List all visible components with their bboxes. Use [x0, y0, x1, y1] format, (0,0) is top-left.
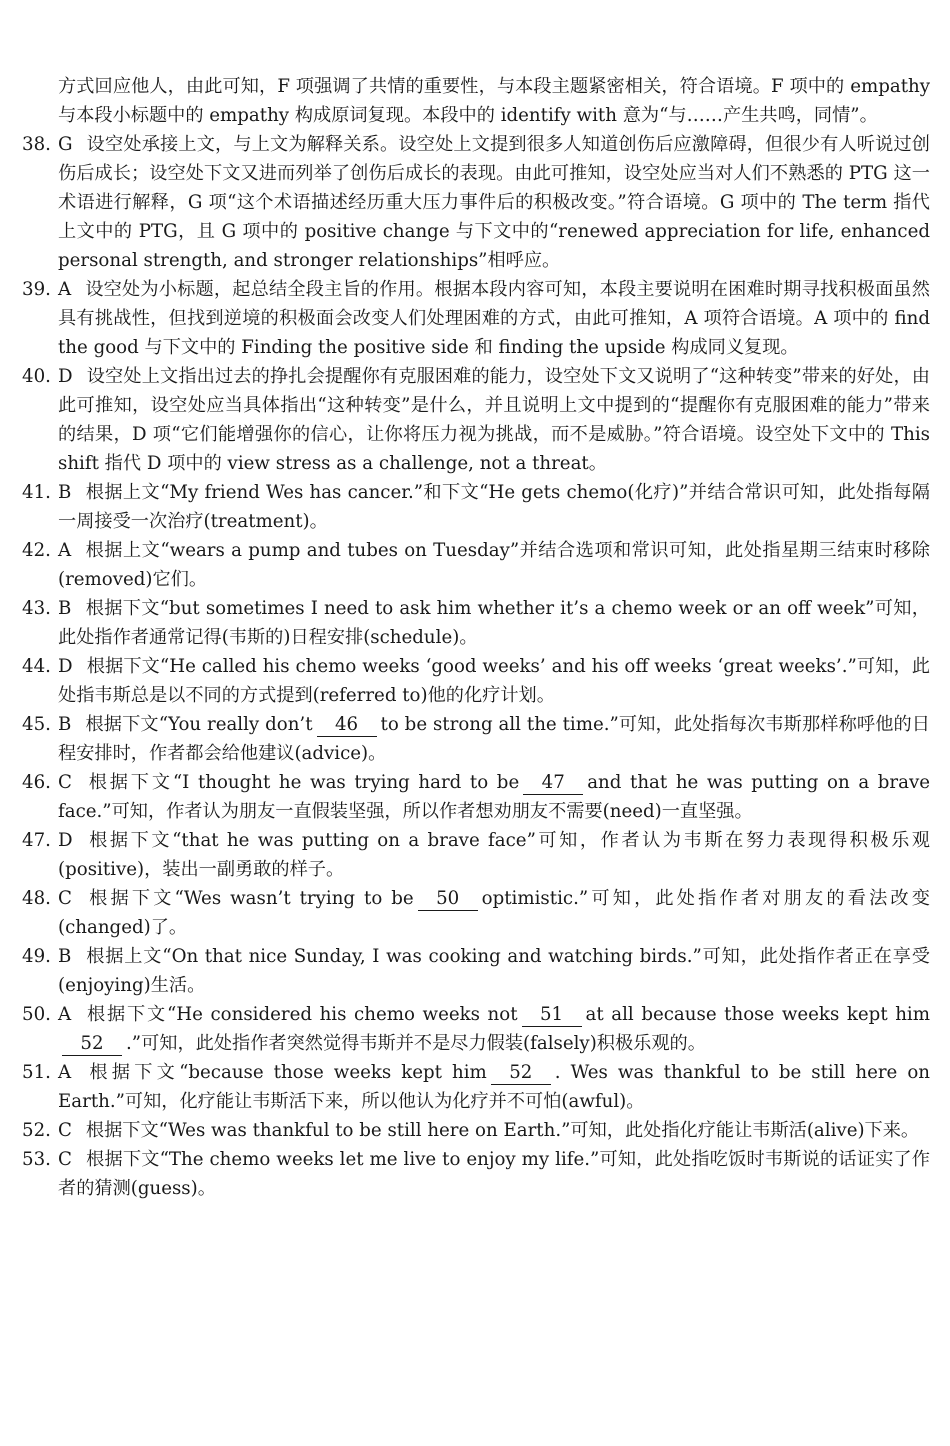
explanation-text: 根据下文“but sometimes I need to ask him whether it’s a chemo week or an off week”可知，此处指作者通常记得(韦斯的)日程安排(schedule)。: [58, 598, 930, 648]
explanation-text: 根据上文“My friend Wes has cancer.”和下文“He gets chemo(化疗)”并结合常识可知，此处指每隔一周接受一次治疗(treatment)。: [58, 482, 930, 532]
explanation-item: [22, 1000, 930, 1058]
answer-letter: D: [58, 830, 73, 851]
question-number: 44.: [22, 656, 51, 677]
blank-number: 46: [317, 714, 377, 737]
question-number: 53.: [22, 1149, 51, 1170]
blank-number: 50: [418, 888, 478, 911]
explanation-item: [22, 275, 930, 362]
answer-letter: G: [58, 134, 73, 155]
question-number: 38.: [22, 134, 51, 155]
explanation-text: . Wes was thankful to be still here on Earth.”可知，化疗能让韦斯活下来，所以他认为化疗并不可怕(awful)。: [58, 1062, 930, 1112]
continued-paragraph: [22, 72, 930, 130]
explanation-item: [22, 652, 930, 710]
answer-letter: A: [58, 1004, 72, 1025]
question-number: 39.: [22, 279, 51, 300]
explanation-item: [22, 478, 930, 536]
explanation-item: [22, 594, 930, 652]
answer-letter: C: [58, 772, 72, 793]
explanation-text: and that he was putting on a brave face.”可知，作者认为朋友一直假装坚强，所以作者想劝朋友不需要(need)一直坚强。: [58, 772, 930, 822]
explanation-text: 根据下文“Wes was thankful to be still here on Earth.”可知，此处指化疗能让韦斯活(alive)下来。: [85, 1120, 920, 1141]
explanation-text: 根据上文“On that nice Sunday, I was cooking and watching birds.”可知，此处指作者正在享受(enjoying)生活。: [58, 946, 930, 996]
explanation-text: 设空处为小标题，起总结全段主旨的作用。根据本段内容可知，本段主要说明在困难时期寻找积极面虽然具有挑战性，但找到逆境的积极面会改变人们处理困难的方式，由此可推知，A 项符合语境。A 项中的 find the good 与下文中的 Finding the positive side 和 finding the upside 构成同义复现。: [58, 279, 930, 358]
answer-letter: B: [58, 946, 72, 967]
explanation-text: to be strong all the time.”可知，此处指每次韦斯那样称呼他的日程安排时，作者都会给他建议(advice)。: [58, 714, 930, 764]
explanation-text: 根据下文“because those weeks kept him: [85, 1062, 487, 1083]
question-number: 42.: [22, 540, 51, 561]
question-number: 45.: [22, 714, 51, 735]
answer-letter: B: [58, 714, 72, 735]
question-number: 50.: [22, 1004, 51, 1025]
explanation-item: [22, 710, 930, 768]
explanation-text: at all because those weeks kept him: [585, 1004, 930, 1025]
blank-number: 47: [523, 772, 583, 795]
answer-explanations: [22, 72, 930, 1203]
continued-text: 方式回应他人，由此可知，F 项强调了共情的重要性，与本段主题紧密相关，符合语境。F 项中的 empathy 与本段小标题中的 empathy 构成原词复现。本段中的 identify with 意为“与……产生共鸣，同情”。: [58, 76, 930, 126]
answer-letter: C: [58, 1120, 72, 1141]
question-number: 46.: [22, 772, 51, 793]
answer-letter: D: [58, 366, 73, 387]
blank-number: 52: [62, 1033, 122, 1056]
explanation-text: 根据下文“that he was putting on a brave face”可知，作者认为韦斯在努力表现得积极乐观(positive)，装出一副勇敢的样子。: [58, 830, 930, 880]
explanation-text: 根据下文“Wes wasn’t trying to be: [85, 888, 414, 909]
explanation-item: [22, 826, 930, 884]
question-number: 41.: [22, 482, 51, 503]
answer-letter: B: [58, 598, 72, 619]
explanation-text: 根据下文“You really don’t: [85, 714, 313, 735]
explanation-item: [22, 942, 930, 1000]
answer-letter: B: [58, 482, 72, 503]
explanation-item: [22, 1116, 930, 1145]
explanation-item: [22, 1145, 930, 1203]
question-number: 43.: [22, 598, 51, 619]
question-number: 47.: [22, 830, 51, 851]
question-number: 48.: [22, 888, 51, 909]
explanation-text: 设空处上文指出过去的挣扎会提醒你有克服困难的能力，设空处下文又说明了“这种转变”带来的好处，由此可推知，设空处应当具体指出“这种转变”是什么，并且说明上文中提到的“提醒你有克服困难的能力”带来的结果，D 项“它们能增强你的信心，让你将压力视为挑战，而不是威胁。”符合语境。设空处下文中的 This shift 指代 D 项中的 view stress as a challenge, not a threat。: [58, 366, 930, 474]
question-number: 52.: [22, 1120, 51, 1141]
answer-letter: A: [58, 279, 72, 300]
explanation-text: 根据下文“The chemo weeks let me live to enjoy my life.”可知，此处指吃饭时韦斯说的话证实了作者的猜测(guess)。: [58, 1149, 930, 1199]
explanation-text: .”可知，此处指作者突然觉得韦斯并不是尽力假装(falsely)积极乐观的。: [126, 1033, 706, 1054]
answer-letter: D: [58, 656, 73, 677]
explanation-item: [22, 1058, 930, 1116]
answer-letter: A: [58, 540, 72, 561]
question-number: 49.: [22, 946, 51, 967]
explanation-text: 根据上文“wears a pump and tubes on Tuesday”并结合选项和常识可知，此处指星期三结束时移除(removed)它们。: [58, 540, 930, 590]
explanation-item: [22, 362, 930, 478]
explanation-text: 设空处承接上文，与上文为解释关系。设空处上文提到很多人知道创伤后应激障碍，但很少有人听说过创伤后成长；设空处下文又进而列举了创伤后成长的表现。由此可推知，设空处应当对人们不熟悉的 PTG 这一术语进行解释，G 项“这个术语描述经历重大压力事件后的积极改变。”符合语境。G 项中的 The term 指代上文中的 PTG，且 G 项中的 positive change 与下文中的“renewed appreciation for life, enhanced personal strength, and stronger relationships”相呼应。: [58, 134, 930, 271]
question-number: 51.: [22, 1062, 51, 1083]
explanation-item: [22, 884, 930, 942]
blank-number: 52: [491, 1062, 551, 1085]
explanation-item: [22, 130, 930, 275]
answer-letter: C: [58, 1149, 72, 1170]
blank-number: 51: [522, 1004, 582, 1027]
explanation-item: [22, 536, 930, 594]
explanation-item: [22, 768, 930, 826]
explanation-list: [22, 130, 930, 1203]
explanation-text: 根据下文“I thought he was trying hard to be: [85, 772, 520, 793]
explanation-text: 根据下文“He called his chemo weeks ‘good weeks’ and his off weeks ‘great weeks’.”可知，此处指韦斯总是以不同的方式提到(referred to)他的化疗计划。: [58, 656, 930, 706]
answer-letter: C: [58, 888, 72, 909]
explanation-text: 根据下文“He considered his chemo weeks not: [85, 1004, 518, 1025]
question-number: 40.: [22, 366, 51, 387]
explanation-text: optimistic.”可知，此处指作者对朋友的看法改变(changed)了。: [58, 888, 930, 938]
answer-letter: A: [58, 1062, 72, 1083]
